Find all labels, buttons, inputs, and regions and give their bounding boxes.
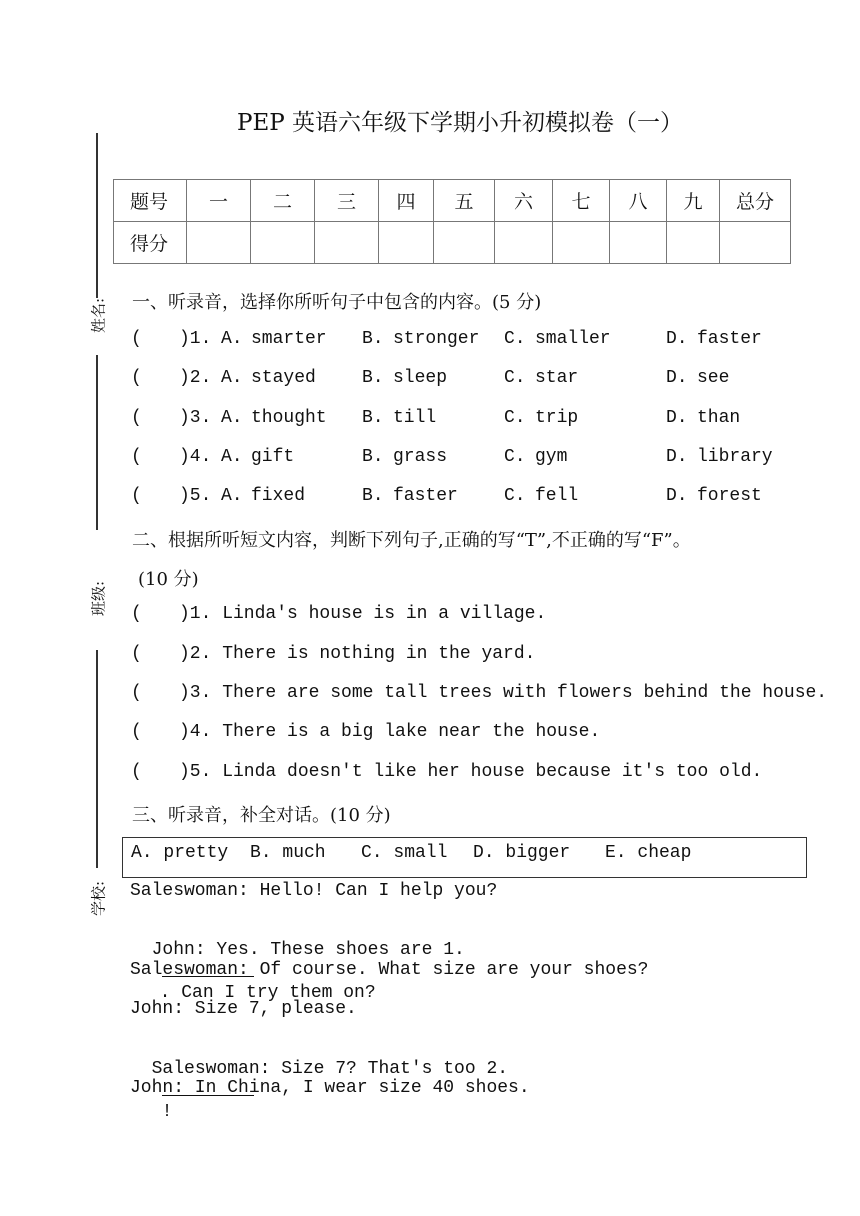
option-text: see <box>697 368 730 388</box>
table-cell: 五 <box>434 180 495 222</box>
option-text: C. <box>504 486 526 506</box>
statement-text: )1. Linda's house is in a village. <box>179 604 547 624</box>
table-cell: 六 <box>495 180 553 222</box>
option-text: D. <box>666 329 688 349</box>
option-text: B. <box>362 486 384 506</box>
table-cell: 九 <box>667 180 720 222</box>
section3-heading: 三、听录音，补全对话。(10 分) <box>132 805 391 826</box>
option-text: fell <box>535 486 579 506</box>
dialog-text: John: Yes. These shoes are 1. <box>151 940 465 960</box>
table-cell: 七 <box>553 180 610 222</box>
margin-line <box>96 355 98 530</box>
option-text: D. <box>666 368 688 388</box>
score-table <box>113 179 791 264</box>
answer-paren[interactable]: ( <box>131 762 142 782</box>
option-text: B. <box>362 368 384 388</box>
score-cell[interactable] <box>379 222 434 264</box>
score-cell[interactable] <box>187 222 251 264</box>
answer-paren[interactable]: ( <box>131 722 142 742</box>
table-cell: 总分 <box>720 180 791 222</box>
option-text: C. <box>504 447 526 467</box>
option-item: E. cheap <box>605 843 692 863</box>
table-cell: 三 <box>315 180 379 222</box>
option-text: A. <box>221 329 243 349</box>
statement-row <box>131 722 831 744</box>
answer-paren[interactable]: ( <box>131 447 142 467</box>
table-cell: 题号 <box>114 180 187 222</box>
option-text: C. <box>504 408 526 428</box>
answer-paren[interactable]: ( <box>131 604 142 624</box>
score-cell[interactable] <box>315 222 379 264</box>
question-row <box>131 408 831 430</box>
dialog-text: . Can I try them on? <box>159 983 376 1003</box>
score-header-row <box>114 180 791 222</box>
answer-paren[interactable]: ( <box>131 683 142 703</box>
option-text: grass <box>393 447 448 467</box>
dialog-line: Saleswoman: Of course. What size are your shoes? <box>130 960 649 980</box>
option-text: faster <box>697 329 762 349</box>
option-text: till <box>393 408 437 428</box>
option-text: library <box>697 447 773 467</box>
dialog-text: Saleswoman: Size 7? That's too 2. <box>151 1059 509 1079</box>
school-label: 学校: <box>89 880 108 917</box>
table-cell: 二 <box>251 180 315 222</box>
option-text: A. <box>221 447 243 467</box>
option-text: gift <box>251 447 295 467</box>
option-text: smaller <box>535 329 611 349</box>
option-text: )3. <box>179 408 212 428</box>
option-text: D. <box>666 408 688 428</box>
option-text: forest <box>697 486 762 506</box>
dialog-text: ! <box>161 1102 173 1122</box>
option-text: A. <box>221 368 243 388</box>
section2-heading-cont: (10 分) <box>138 569 199 590</box>
name-label: 姓名: <box>89 297 108 334</box>
option-text: stronger <box>393 329 480 349</box>
option-text: stayed <box>251 368 316 388</box>
class-label: 班级: <box>89 580 108 617</box>
option-text: )5. <box>179 486 212 506</box>
score-value-row <box>114 222 791 264</box>
option-text: A. <box>221 408 243 428</box>
dialog-line: John: In China, I wear size 40 shoes. <box>130 1078 530 1098</box>
question-row <box>131 368 831 390</box>
page-title: PEP 英语六年级下学期小升初模拟卷（一） <box>236 110 684 136</box>
question-row <box>131 329 831 351</box>
statement-text: )5. Linda doesn't like her house because it's too old. <box>179 762 763 782</box>
statement-row <box>131 762 831 784</box>
option-item: A. pretty <box>131 843 229 863</box>
statement-row <box>131 644 831 666</box>
dialog-line: Saleswoman: Hello! Can I help you? <box>130 881 498 901</box>
table-cell: 四 <box>379 180 434 222</box>
score-cell[interactable] <box>251 222 315 264</box>
answer-paren[interactable]: ( <box>131 644 142 664</box>
option-text: smarter <box>251 329 327 349</box>
option-text: C. <box>504 329 526 349</box>
option-item: B. much <box>250 843 326 863</box>
question-row <box>131 447 831 469</box>
score-cell[interactable] <box>610 222 667 264</box>
option-text: D. <box>666 447 688 467</box>
option-text: trip <box>535 408 579 428</box>
score-cell[interactable] <box>667 222 720 264</box>
margin-line <box>96 650 98 868</box>
option-text: D. <box>666 486 688 506</box>
table-cell: 一 <box>187 180 251 222</box>
score-cell[interactable] <box>495 222 553 264</box>
score-cell[interactable] <box>720 222 791 264</box>
score-cell[interactable] <box>553 222 610 264</box>
option-text: )1. <box>179 329 212 349</box>
option-text: A. <box>221 486 243 506</box>
option-text: sleep <box>393 368 448 388</box>
option-text: )4. <box>179 447 212 467</box>
option-text: gym <box>535 447 568 467</box>
answer-paren[interactable]: ( <box>131 486 142 506</box>
section1-heading: 一、听录音，选择你所听句子中包含的内容。(5 分) <box>132 292 542 313</box>
option-text: B. <box>362 408 384 428</box>
option-text: B. <box>362 329 384 349</box>
dialog-line: John: Size 7, please. <box>130 999 357 1019</box>
statement-text: )3. There are some tall trees with flowers behind the house. <box>179 683 828 703</box>
table-cell: 得分 <box>114 222 187 264</box>
option-text: B. <box>362 447 384 467</box>
answer-paren[interactable]: ( <box>131 368 142 388</box>
option-text: than <box>697 408 741 428</box>
section2-heading: 二、根据所听短文内容，判断下列句子,正确的写“T”,不正确的写“F”。 <box>132 530 691 551</box>
option-text: thought <box>251 408 327 428</box>
question-row <box>131 486 831 508</box>
table-cell: 八 <box>610 180 667 222</box>
option-text: star <box>535 368 579 388</box>
statement-row <box>131 604 831 626</box>
margin-line <box>96 133 98 298</box>
option-item: D. bigger <box>473 843 571 863</box>
options-box <box>122 837 807 878</box>
answer-paren[interactable]: ( <box>131 329 142 349</box>
option-item: C. small <box>361 843 448 863</box>
option-text: fixed <box>251 486 306 506</box>
option-text: )2. <box>179 368 212 388</box>
answer-paren[interactable]: ( <box>131 408 142 428</box>
statement-text: )2. There is nothing in the yard. <box>179 644 536 664</box>
statement-text: )4. There is a big lake near the house. <box>179 722 601 742</box>
option-text: C. <box>504 368 526 388</box>
score-cell[interactable] <box>434 222 495 264</box>
statement-row <box>131 683 831 705</box>
option-text: faster <box>393 486 458 506</box>
